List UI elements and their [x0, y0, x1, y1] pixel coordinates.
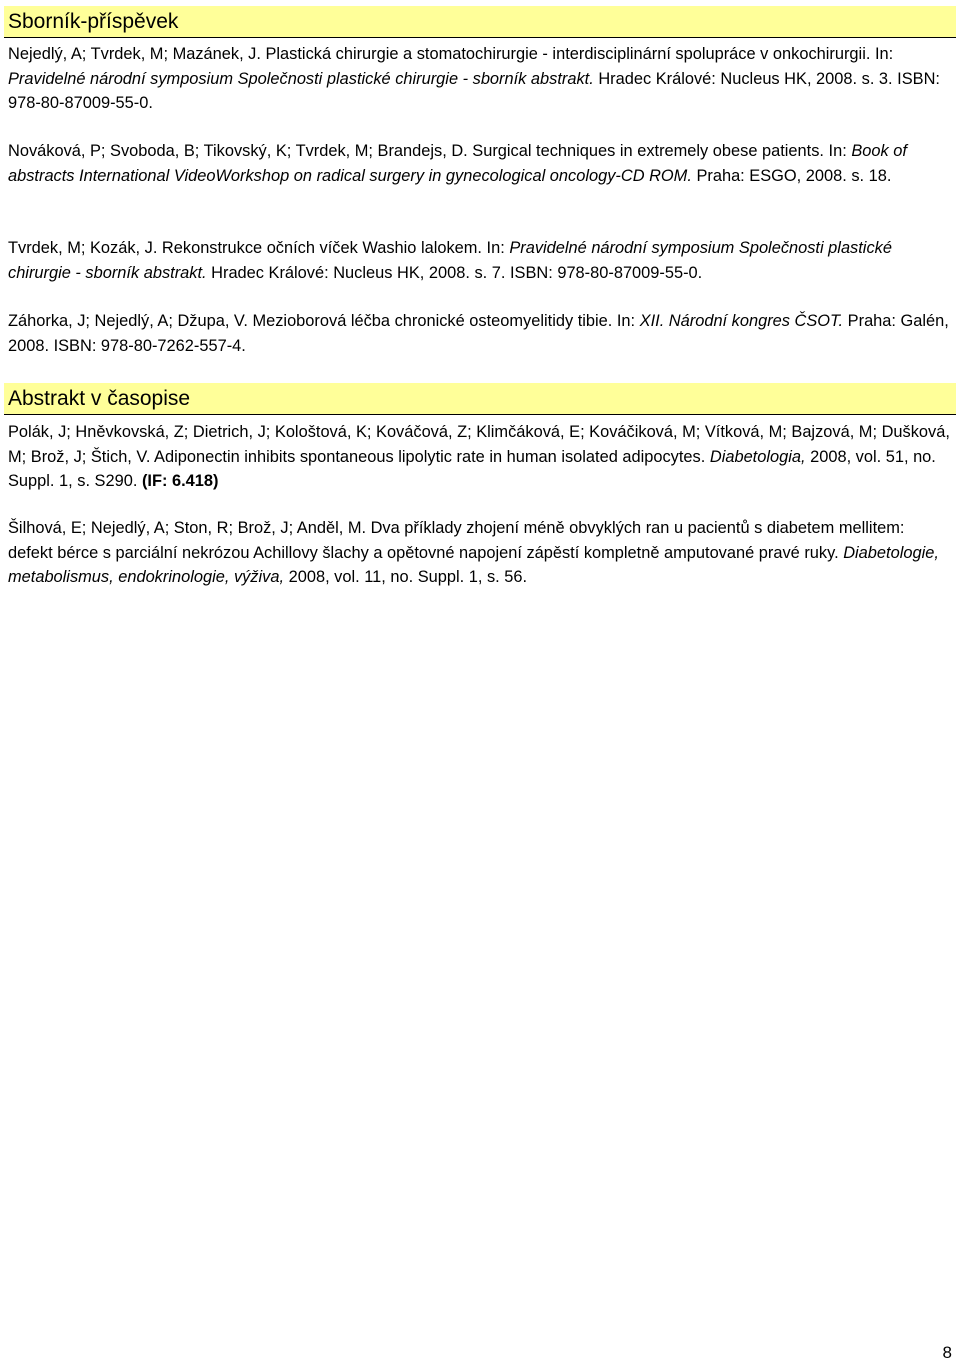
impact-factor: (IF: 6.418) — [141, 472, 219, 490]
citation-entry: Šilhová, E; Nejedlý, A; Ston, R; Brož, J; Anděl, M. Dva příklady zhojení méně obvyklých ran u pacientů s diabetem mellitem: defekt bérce s parciální nekrózou Achillovy šlachy a opětovné napojení zápěstí kompletně amputované pravé ruky. Diabetologie, metabolismus, endokrinologie, výživa, 2008, vol. 11, no. Suppl. 1, s. 56. — [8, 519, 939, 586]
section-heading-sbornik — [4, 6, 956, 38]
section-heading-text: Abstrakt v časopise — [8, 387, 191, 410]
citation-entry: Polák, J; Hněvkovská, Z; Dietrich, J; Kološtová, K; Kováčová, Z; Klimčáková, E; Kováčiková, M; Vítková, M; Bajzová, M; Dušková, M; Brož, J; Štich, V. Adiponectin inhibits spontaneous lipolytic rate in human isolated adipocytes. Diabetologia, 2008, vol. 51, no. Suppl. 1, s. S290. (IF: 6.418) — [8, 423, 950, 490]
citation-entry: Nejedlý, A; Tvrdek, M; Mazánek, J. Plastická chirurgie a stomatochirurgie - interdisciplinární spolupráce v onkochirurgii. In: Pravidelné národní symposium Společnosti plastické chirurgie - sborník abstrakt. Hradec Králové: Nucleus HK, 2008. s. 3. ISBN: 978-80-87009-55-0. — [8, 45, 940, 112]
section-heading-text: Sborník-příspěvek — [8, 10, 179, 33]
section-heading-abstrakt — [4, 383, 956, 415]
citation-entry: Záhorka, J; Nejedlý, A; Džupa, V. Mezioborová léčba chronické osteomyelitidy tibie. In: XII. Národní kongres ČSOT. Praha: Galén, 2008. ISBN: 978-80-7262-557-4. — [8, 312, 949, 355]
citation-entry: Tvrdek, M; Kozák, J. Rekonstrukce očních víček Washio lalokem. In: Pravidelné národní symposium Společnosti plastické chirurgie - sborník abstrakt. Hradec Králové: Nucleus HK, 2008. s. 7. ISBN: 978-80-87009-55-0. — [8, 239, 892, 282]
citation-entry: Nováková, P; Svoboda, B; Tikovský, K; Tvrdek, M; Brandejs, D. Surgical techniques in extremely obese patients. In: Book of abstracts International VideoWorkshop on radical surgery in gynecological oncology-CD ROM. Praha: ESGO, 2008. s. 18. — [8, 142, 907, 185]
page-number: 8 — [942, 1343, 952, 1362]
